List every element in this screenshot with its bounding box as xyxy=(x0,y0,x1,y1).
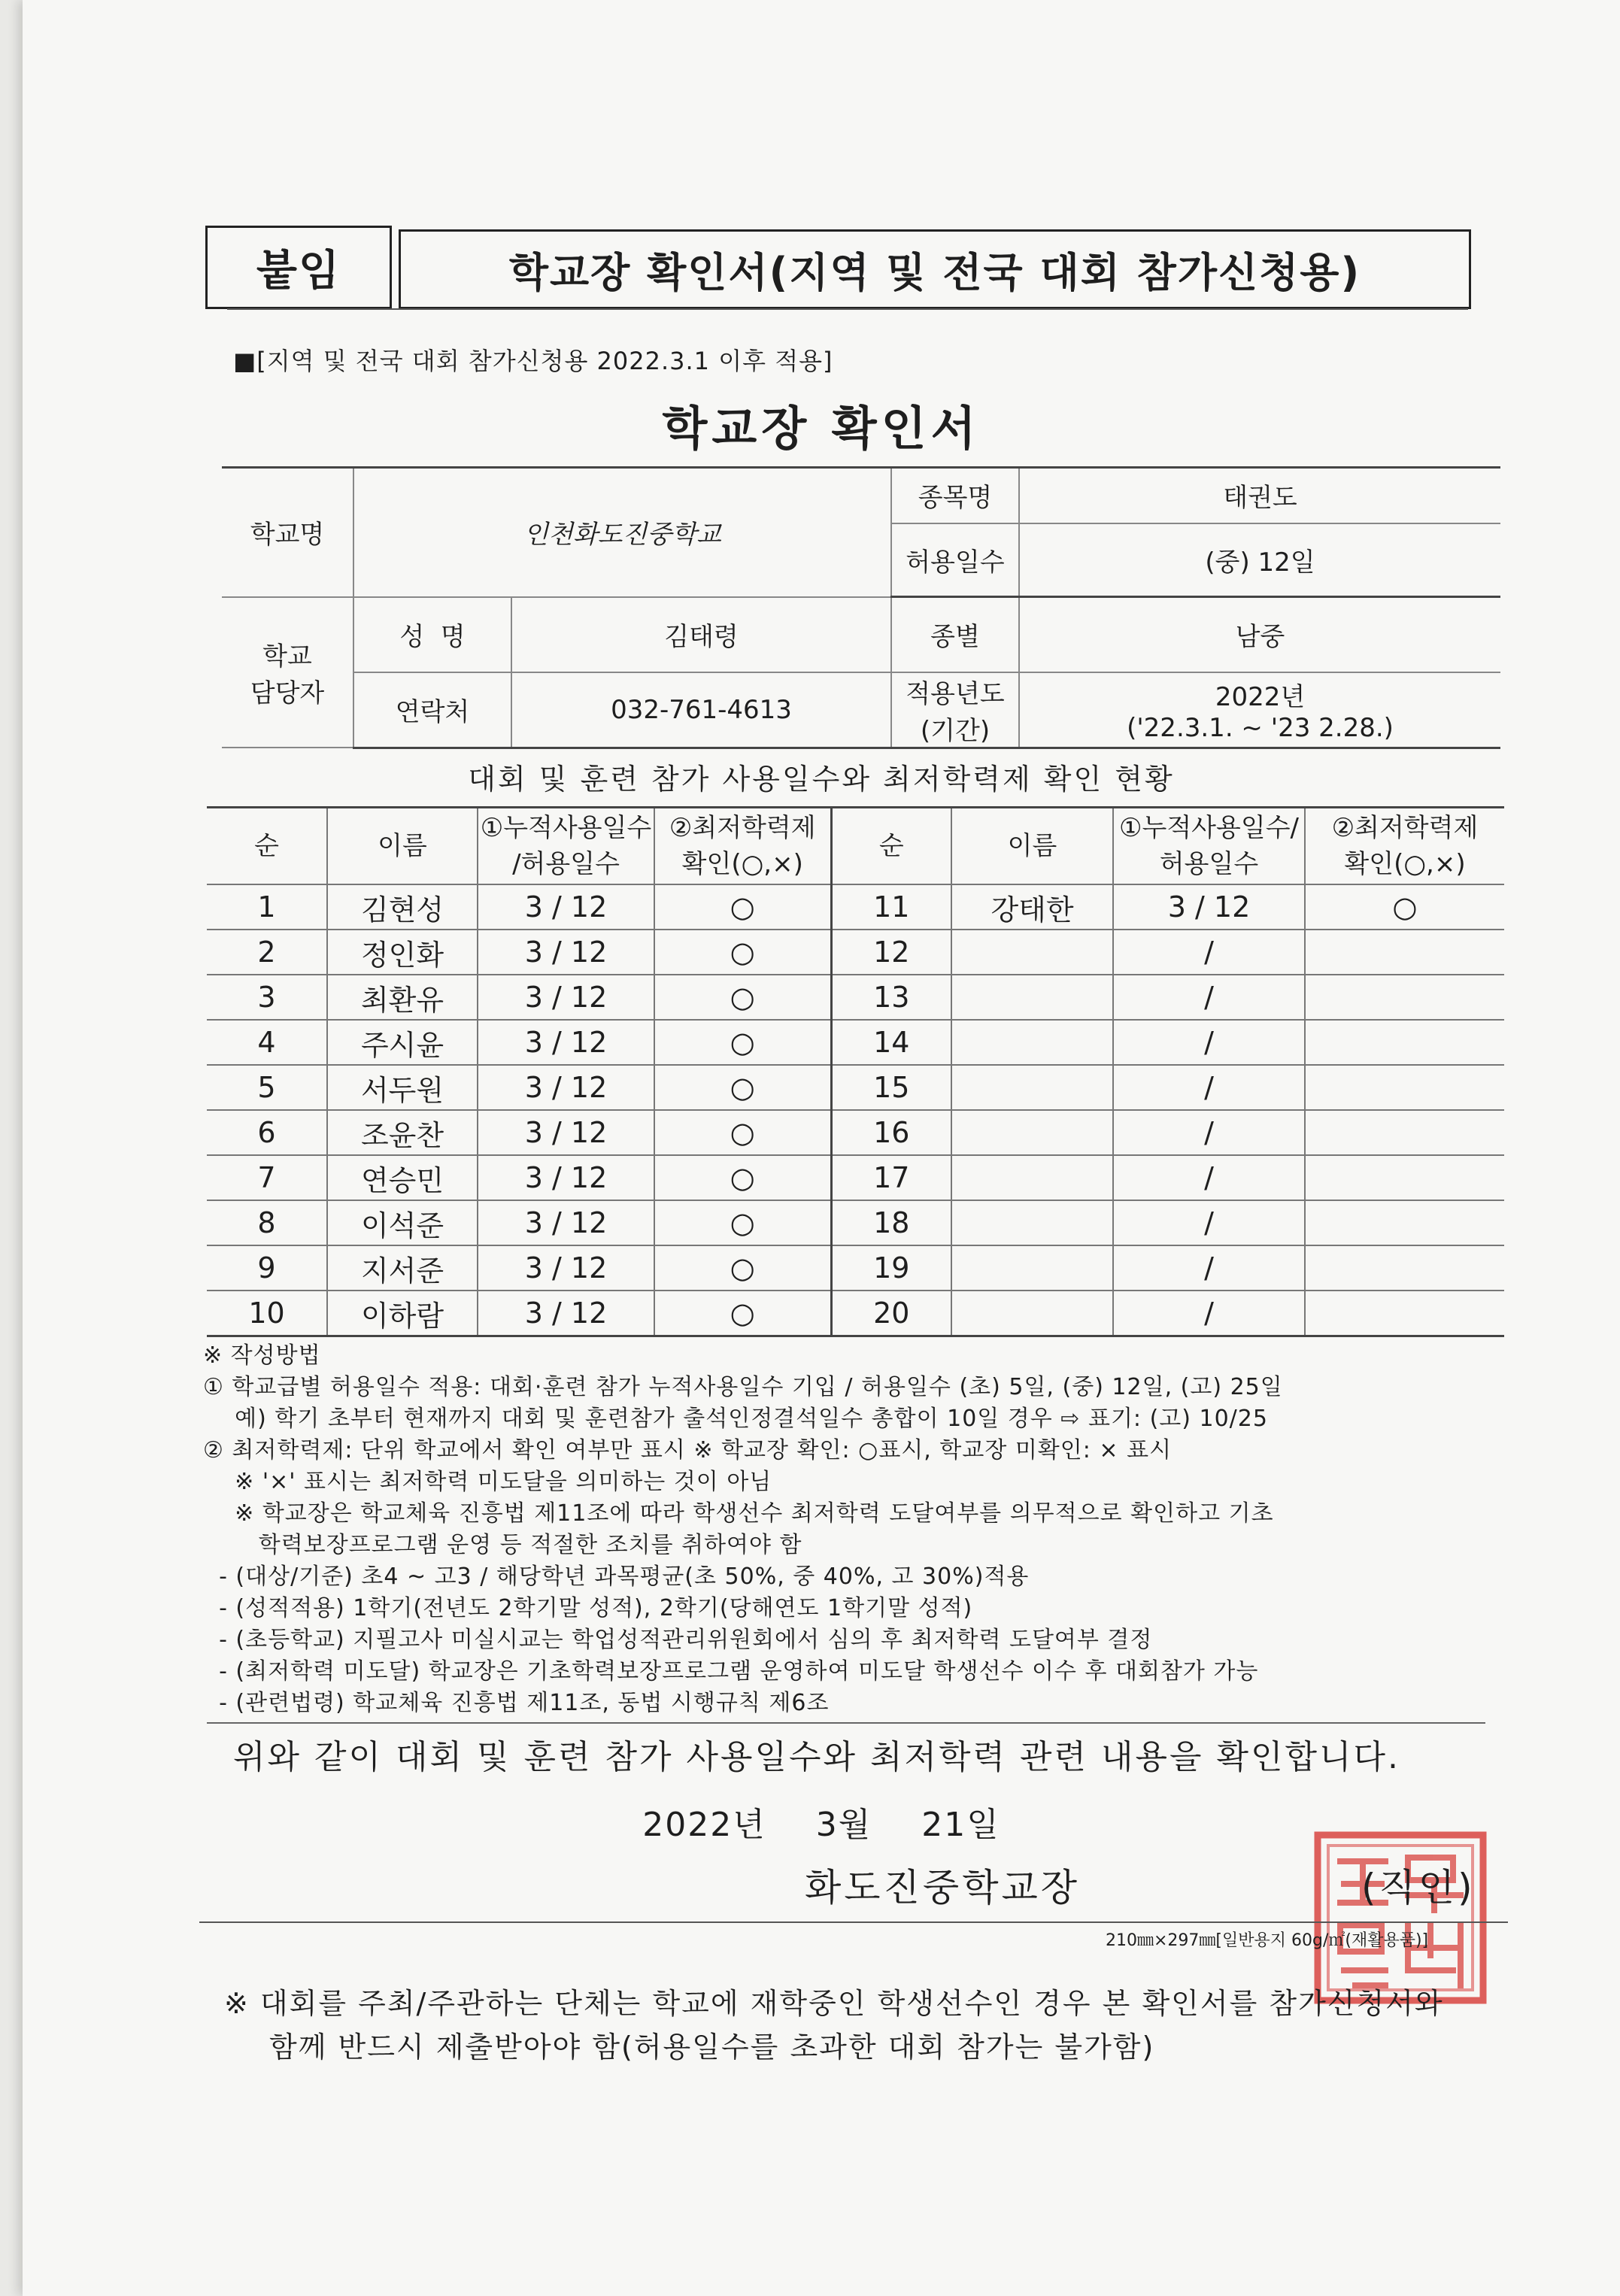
cell-name: 이하람 xyxy=(327,1291,478,1336)
cell-days: / xyxy=(1113,930,1305,975)
footer-line2: 함께 반드시 제출받아야 함(허용일수를 초과한 대회 참가는 불가함) xyxy=(269,2031,1155,2064)
paper-spec: 210㎜×297㎜[일반용지 60g/㎡(재활용품)] xyxy=(1106,1931,1429,1950)
cell-check xyxy=(1305,1065,1504,1110)
cell-days: 3 / 12 xyxy=(478,975,654,1020)
year-label xyxy=(891,672,1019,748)
gender-label: 종별 xyxy=(891,597,1019,672)
cell-check xyxy=(1305,1245,1504,1291)
cell-name xyxy=(951,1065,1113,1110)
allowed-days-value: (중) 12일 xyxy=(1019,523,1500,597)
page-title: 학교장 확인서 xyxy=(662,401,981,456)
col-check-line1: ②최저학력제 xyxy=(669,813,816,843)
bottom-divider xyxy=(199,1921,1508,1923)
cell-check xyxy=(1305,930,1504,975)
date-day: 21일 xyxy=(921,1806,1000,1844)
cell-days: 3 / 12 xyxy=(478,1065,654,1110)
manager-label-line2: 담당자 xyxy=(250,678,325,708)
note-line: ② 최저학력제: 단위 학교에서 확인 여부만 표시 ※ 학교장 확인: ○표시, 학교장 미확인: × 표시 xyxy=(203,1437,1173,1463)
cell-check: ○ xyxy=(654,1065,831,1110)
cell-days: 3 / 12 xyxy=(478,1155,654,1200)
note-line: 예) 학기 초부터 현재까지 대회 및 훈련참가 출석인정결석일수 총합이 10일 경우 ⇨ 표기: (고) 10/25 xyxy=(203,1406,1268,1432)
cell-no: 4 xyxy=(207,1020,327,1065)
cell-name: 정인화 xyxy=(327,930,478,975)
cell-days: 3 / 12 xyxy=(478,930,654,975)
table-row xyxy=(207,1155,1504,1200)
cell-check xyxy=(1305,1200,1504,1245)
official-seal-icon xyxy=(1310,1827,1491,2008)
year-label-line1: 적용년도 xyxy=(906,678,1005,709)
cell-check xyxy=(1305,1291,1504,1336)
cell-name xyxy=(951,1291,1113,1336)
cell-name xyxy=(951,930,1113,975)
cell-name xyxy=(951,1245,1113,1291)
col-check-line2: 확인(○,×) xyxy=(681,849,803,879)
cell-no: 13 xyxy=(831,975,951,1020)
year-label-line2: (기간) xyxy=(920,715,991,746)
cell-days: / xyxy=(1113,1155,1305,1200)
col-check xyxy=(654,808,831,885)
cell-no: 20 xyxy=(831,1291,951,1336)
writing-instructions xyxy=(203,1340,1497,1719)
school-value: 인천화도진중학교 xyxy=(353,468,891,597)
col-days-line1: ①누적사용일수 xyxy=(480,813,652,843)
cell-name: 연승민 xyxy=(327,1155,478,1200)
cell-no: 12 xyxy=(831,930,951,975)
name-value: 김태령 xyxy=(511,597,891,672)
cell-days: 3 / 12 xyxy=(1113,884,1305,930)
col-days-line2: /허용일수 xyxy=(512,849,620,879)
roster-table xyxy=(207,806,1504,1337)
manager-label xyxy=(222,597,353,748)
col-check-right-line1: ②최저학력제 xyxy=(1331,813,1479,843)
table-row xyxy=(207,1110,1504,1155)
table-row xyxy=(207,1291,1504,1336)
table-row xyxy=(207,884,1504,930)
year-value-line2: ('22.3.1. ~ '23 2.28.) xyxy=(1127,713,1394,743)
contact-label: 연락처 xyxy=(353,672,511,748)
cell-check xyxy=(1305,1020,1504,1065)
cell-check: ○ xyxy=(654,884,831,930)
cell-check: ○ xyxy=(654,1200,831,1245)
cell-name: 강태한 xyxy=(951,884,1113,930)
cell-no: 10 xyxy=(207,1291,327,1336)
principal-title: 화도진중학교장 xyxy=(805,1866,1081,1909)
cell-name xyxy=(951,1110,1113,1155)
cell-no: 18 xyxy=(831,1200,951,1245)
cell-no: 5 xyxy=(207,1065,327,1110)
name-label: 성 명 xyxy=(353,597,511,672)
contact-value: 032-761-4613 xyxy=(511,672,891,748)
cell-name xyxy=(951,1155,1113,1200)
cell-days: 3 / 12 xyxy=(478,1110,654,1155)
sport-label: 종목명 xyxy=(891,468,1019,523)
header-underline xyxy=(227,308,1468,310)
col-days-right-line2: 허용일수 xyxy=(1159,849,1259,879)
allowed-days-label: 허용일수 xyxy=(891,523,1019,597)
cell-name: 서두원 xyxy=(327,1065,478,1110)
table-row xyxy=(207,1020,1504,1065)
cell-check xyxy=(1305,975,1504,1020)
applicability-note: ■[지역 및 전국 대회 참가신청용 2022.3.1 이후 적용] xyxy=(233,347,833,375)
cell-check: ○ xyxy=(654,1155,831,1200)
attachment-tag-text: 붙임 xyxy=(256,246,341,296)
note-line: ① 학교급별 허용일수 적용: 대회·훈련 참가 누적사용일수 기입 / 허용일수 (초) 5일, (중) 12일, (고) 25일 xyxy=(203,1374,1283,1400)
year-value xyxy=(1019,672,1500,748)
info-table xyxy=(222,466,1500,749)
cell-days: / xyxy=(1113,1110,1305,1155)
cell-no: 8 xyxy=(207,1200,327,1245)
note-line: 학력보장프로그램 운영 등 적절한 조치를 취하여야 함 xyxy=(203,1532,802,1558)
footer-line1: ※ 대회를 주최/주관하는 단체는 학교에 재학중인 학생선수인 경우 본 확인서를 참가신청서와 xyxy=(224,1987,1444,2020)
cell-name: 지서준 xyxy=(327,1245,478,1291)
cell-no: 7 xyxy=(207,1155,327,1200)
col-days-right-line1: ①누적사용일수/ xyxy=(1119,813,1299,843)
note-line: ※ 작성방법 xyxy=(203,1342,321,1369)
cell-name: 최환유 xyxy=(327,975,478,1020)
cell-no: 11 xyxy=(831,884,951,930)
cell-check: ○ xyxy=(654,1020,831,1065)
cell-check: ○ xyxy=(654,1110,831,1155)
cell-name xyxy=(951,975,1113,1020)
cell-days: 3 / 12 xyxy=(478,1200,654,1245)
cell-days: / xyxy=(1113,1200,1305,1245)
table-row xyxy=(207,1065,1504,1110)
col-name-right: 이름 xyxy=(951,808,1113,885)
note-line: - (관련법령) 학교체육 진흥법 제11조, 동법 시행규칙 제6조 xyxy=(203,1690,830,1716)
section-title: 대회 및 훈련 참가 사용일수와 최저학력제 확인 현황 xyxy=(468,763,1175,796)
year-value-line1: 2022년 xyxy=(1215,682,1306,712)
cell-days: 3 / 12 xyxy=(478,1291,654,1336)
seal-label: (직인) xyxy=(1361,1866,1476,1909)
cell-days: 3 / 12 xyxy=(478,884,654,930)
table-row xyxy=(207,1245,1504,1291)
document-page xyxy=(23,0,1620,2296)
col-name: 이름 xyxy=(327,808,478,885)
cell-no: 2 xyxy=(207,930,327,975)
cell-no: 15 xyxy=(831,1065,951,1110)
gender-value: 남중 xyxy=(1019,597,1500,672)
col-no-right: 순 xyxy=(831,808,951,885)
cell-no: 6 xyxy=(207,1110,327,1155)
sport-value: 태권도 xyxy=(1019,468,1500,523)
cell-days: / xyxy=(1113,1245,1305,1291)
cell-check: ○ xyxy=(654,1291,831,1336)
date-year: 2022년 xyxy=(642,1806,766,1844)
cell-no: 19 xyxy=(831,1245,951,1291)
note-line: - (성적적용) 1학기(전년도 2학기말 성적), 2학기(당해연도 1학기말 성적) xyxy=(203,1595,973,1621)
cell-no: 16 xyxy=(831,1110,951,1155)
cell-name xyxy=(951,1200,1113,1245)
col-check-right-line2: 확인(○,×) xyxy=(1344,849,1466,879)
cell-days: / xyxy=(1113,1065,1305,1110)
school-label: 학교명 xyxy=(222,468,353,597)
table-row xyxy=(207,930,1504,975)
cell-no: 3 xyxy=(207,975,327,1020)
cell-days: / xyxy=(1113,975,1305,1020)
cell-name xyxy=(951,1020,1113,1065)
cell-no: 14 xyxy=(831,1020,951,1065)
note-line: - (초등학교) 지필고사 미실시교는 학업성적관리위원회에서 심의 후 최저학력 도달여부 결정 xyxy=(203,1627,1153,1653)
cell-name: 김현성 xyxy=(327,884,478,930)
divider xyxy=(207,1722,1485,1724)
cell-check: ○ xyxy=(1305,884,1504,930)
cell-no: 9 xyxy=(207,1245,327,1291)
cell-name: 조윤찬 xyxy=(327,1110,478,1155)
footer-note xyxy=(224,1982,1444,2069)
note-line: ※ '×' 표시는 최저학력 미도달을 의미하는 것이 아님 xyxy=(203,1469,772,1495)
cell-no: 17 xyxy=(831,1155,951,1200)
note-line: ※ 학교장은 학교체육 진흥법 제11조에 따라 학생선수 최저학력 도달여부를 의무적으로 확인하고 기초 xyxy=(203,1500,1274,1527)
header-title: 학교장 확인서(지역 및 전국 대회 참가신청용) xyxy=(508,248,1361,296)
col-check-right xyxy=(1305,808,1504,885)
cell-days: / xyxy=(1113,1020,1305,1065)
cell-days: 3 / 12 xyxy=(478,1245,654,1291)
confirmation-statement: 위와 같이 대회 및 훈련 참가 사용일수와 최저학력 관련 내용을 확인합니다. xyxy=(233,1738,1400,1776)
col-no: 순 xyxy=(207,808,327,885)
header-title-box xyxy=(399,229,1471,309)
cell-days: / xyxy=(1113,1291,1305,1336)
table-row xyxy=(207,1200,1504,1245)
cell-name: 주시윤 xyxy=(327,1020,478,1065)
cell-days: 3 / 12 xyxy=(478,1020,654,1065)
col-days-right xyxy=(1113,808,1305,885)
col-days xyxy=(478,808,654,885)
manager-label-line1: 학교 xyxy=(262,641,312,672)
note-line: - (최저학력 미도달) 학교장은 기초학력보장프로그램 운영하여 미도달 학생선수 이수 후 대회참가 가능 xyxy=(203,1658,1259,1685)
date-month: 3월 xyxy=(815,1806,872,1844)
cell-check: ○ xyxy=(654,1245,831,1291)
cell-check xyxy=(1305,1155,1504,1200)
cell-name: 이석준 xyxy=(327,1200,478,1245)
note-line: - (대상/기준) 초4 ~ 고3 / 해당학년 과목평균(초 50%, 중 40%, 고 30%)적용 xyxy=(203,1564,1030,1590)
cell-no: 1 xyxy=(207,884,327,930)
attachment-tag xyxy=(205,226,392,309)
cell-check xyxy=(1305,1110,1504,1155)
table-row xyxy=(207,975,1504,1020)
cell-check: ○ xyxy=(654,930,831,975)
cell-check: ○ xyxy=(654,975,831,1020)
